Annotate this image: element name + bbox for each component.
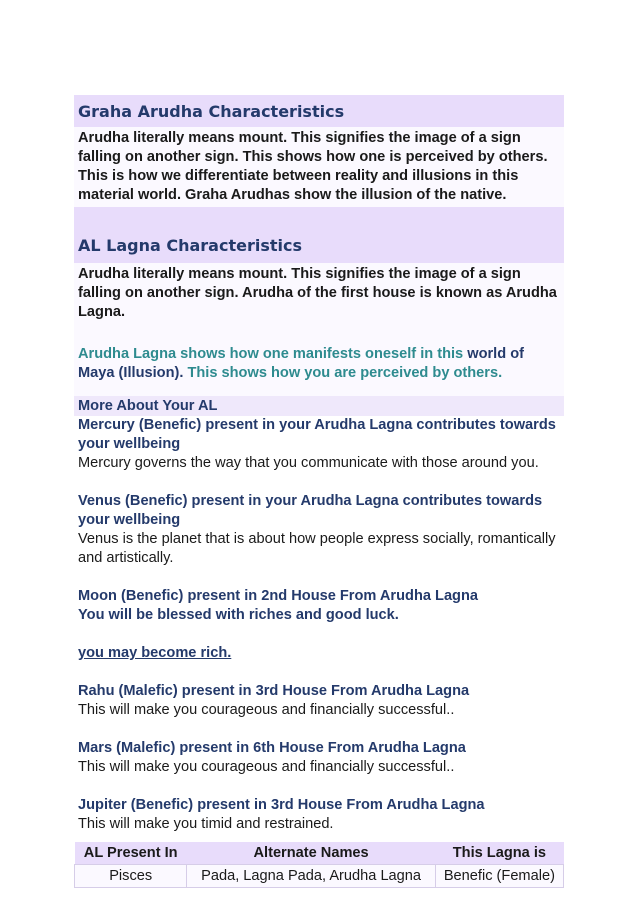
table-cell: Benefic (Female) [435,865,563,888]
mars-item [74,739,564,777]
table-header-cell: This Lagna is [435,842,563,865]
rich-line: you may become rich. [78,645,232,661]
table-header-row [75,842,564,865]
venus-item [74,492,564,568]
moon-heading: Moon (Benefic) present in 2nd House From Arudha Lagna [78,588,479,604]
jupiter-item [74,796,564,834]
mercury-heading: Mercury (Benefic) present in your Arudha Lagna contributes towards your wellbeing [78,417,556,452]
jupiter-heading: Jupiter (Benefic) present in 3rd House From Arudha Lagna [78,797,485,813]
table-row [75,865,564,888]
jupiter-text: This will make you timid and restrained. [78,816,334,832]
rahu-item [74,682,564,720]
al-section-title: AL Lagna Characteristics [74,233,564,263]
section-divider [74,207,564,233]
graha-section-title: Graha Arudha Characteristics [74,95,564,127]
table-header-cell: Alternate Names [187,842,435,865]
document-page [74,95,564,888]
al-manifest-text: Arudha Lagna shows how one manifests oneself in this world of Maya (Illusion). This shows how you are perceived by others. [74,343,564,385]
venus-heading: Venus (Benefic) present in your Arudha Lagna contributes towards your wellbeing [78,493,543,528]
more-about-al-heading: More About Your AL [74,396,564,416]
mercury-text: Mercury governs the way that you communicate with those around you. [78,455,539,471]
table-cell: Pada, Lagna Pada, Arudha Lagna [187,865,435,888]
table-cell: Pisces [75,865,187,888]
moon-text: You will be blessed with riches and good luck. [78,607,399,623]
al-description: Arudha literally means mount. This signifies the image of a sign falling on another sign. Arudha of the first house is known as Arudha Lagna. [74,263,564,324]
table-header-cell: AL Present In [75,842,187,865]
mars-heading: Mars (Malefic) present in 6th House From Arudha Lagna [78,740,466,756]
graha-description: Arudha literally means mount. This signifies the image of a sign falling on another sign. This shows how one is perceived by others. This is how we differentiate between reality and illusions in this material world. Graha Arudhas show the illusion of the native. [74,127,564,207]
mars-text: This will make you courageous and financially successful.. [78,759,455,775]
rahu-text: This will make you courageous and financially successful.. [78,702,455,718]
mercury-item [74,416,564,473]
venus-text: Venus is the planet that is about how people express socially, romantically and artistically. [78,531,556,566]
rahu-heading: Rahu (Malefic) present in 3rd House From Arudha Lagna [78,683,470,699]
al-table [74,842,564,888]
moon-item [74,587,564,625]
